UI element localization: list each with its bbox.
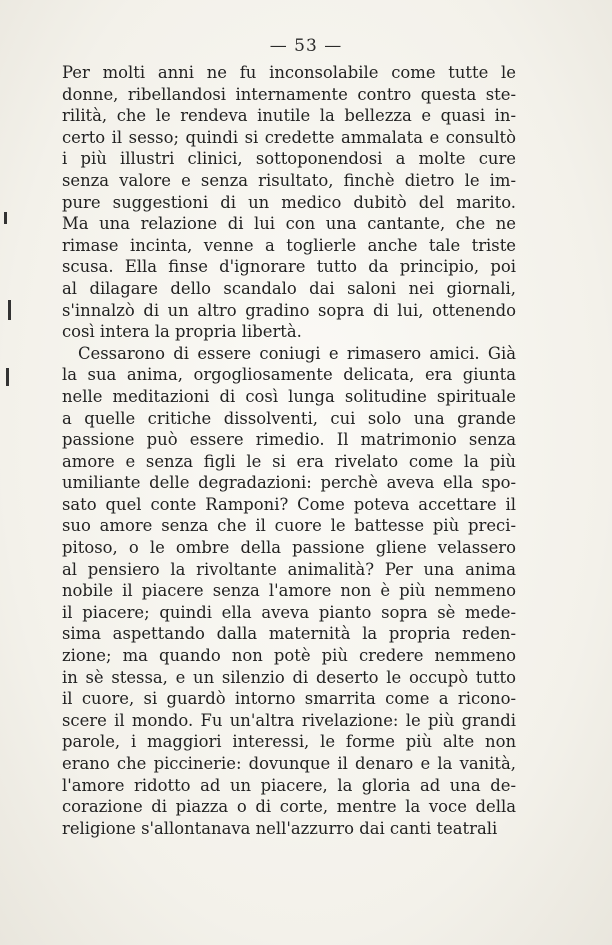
- margin-mark: [8, 300, 11, 320]
- text-line: il cuore, si guardò intorno smarrita come a ricono-: [62, 689, 516, 709]
- body-text: [62, 62, 516, 839]
- text-line: suo amore senza che il cuore le battesse più preci-: [62, 516, 516, 536]
- text-line: così intera la propria libertà.: [62, 322, 302, 342]
- text-line: donne, ribellandosi internamente contro questa ste-: [62, 84, 516, 104]
- text-line: rilità, che le rendeva inutile la bellezza e quasi in-: [62, 106, 516, 126]
- text-line: umiliante delle degradazioni: perchè aveva ella spo-: [62, 473, 516, 493]
- text-line: zione; ma quando non potè più credere nemmeno: [62, 646, 516, 666]
- text-line: Per molti anni ne fu inconsolabile come tutte le: [62, 63, 516, 82]
- text-line: l'amore ridotto ad un piacere, la gloria ad una de-: [62, 775, 516, 795]
- text-line: amore e senza figli le si era rivelato come la più: [62, 451, 516, 471]
- text-line: pure suggestioni di un medico dubitò del marito.: [62, 192, 516, 212]
- text-line: corazione di piazza o di corte, mentre la voce della: [62, 797, 516, 817]
- text-line: a quelle critiche dissolventi, cui solo una grande: [62, 408, 516, 428]
- text-line: la sua anima, orgogliosamente delicata, era giunta: [62, 365, 516, 385]
- text-line: erano che piccinerie: dovunque il denaro e la vanità,: [62, 754, 516, 773]
- text-line: in sè stessa, e un silenzio di deserto le occupò tutto: [62, 667, 516, 687]
- text-line: parole, i maggiori interessi, le forme più alte non: [62, 732, 516, 752]
- text-line: sato quel conte Ramponi? Come poteva accettare il: [62, 494, 516, 514]
- text-line: al pensiero la rivoltante animalità? Per una anima: [62, 559, 516, 579]
- text-line: certo il sesso; quindi si credette ammalata e consultò: [62, 127, 516, 147]
- text-line: nobile il piacere senza l'amore non è più nemmeno: [62, 581, 516, 601]
- text-line: pitoso, o le ombre della passione gliene velassero: [62, 538, 516, 558]
- text-line: nelle meditazioni di così lunga solitudine spirituale: [62, 386, 516, 406]
- text-line: senza valore e senza risultato, finchè dietro le im-: [62, 170, 516, 190]
- text-line: i più illustri clinici, sottoponendosi a molte cure: [62, 149, 516, 169]
- text-line: rimase incinta, venne a toglierle anche tale triste: [62, 235, 516, 255]
- text-line: passione può essere rimedio. Il matrimonio senza: [62, 430, 516, 450]
- text-line: s'innalzò di un altro gradino sopra di lui, ottenendo: [62, 300, 516, 320]
- text-line: religione s'allontanava nell'azzurro dai canti teatrali: [62, 818, 498, 838]
- text-line: il piacere; quindi ella aveva pianto sopra sè mede-: [62, 602, 516, 622]
- text-line: scere il mondo. Fu un'altra rivelazione: le più grandi: [62, 710, 516, 730]
- page-number: — 53 —: [269, 36, 343, 56]
- text-line: Cessarono di essere coniugi e rimasero amici. Già: [78, 343, 516, 363]
- text-line: sima aspettando dalla maternità la propria reden-: [62, 624, 516, 644]
- margin-mark: [6, 368, 9, 386]
- text-line: al dilagare dello scandalo dai saloni nei giornali,: [62, 278, 516, 298]
- margin-mark: [4, 212, 7, 224]
- text-line: Ma una relazione di lui con una cantante, che ne: [62, 214, 516, 234]
- text-line: scusa. Ella finse d'ignorare tutto da principio, poi: [62, 257, 516, 277]
